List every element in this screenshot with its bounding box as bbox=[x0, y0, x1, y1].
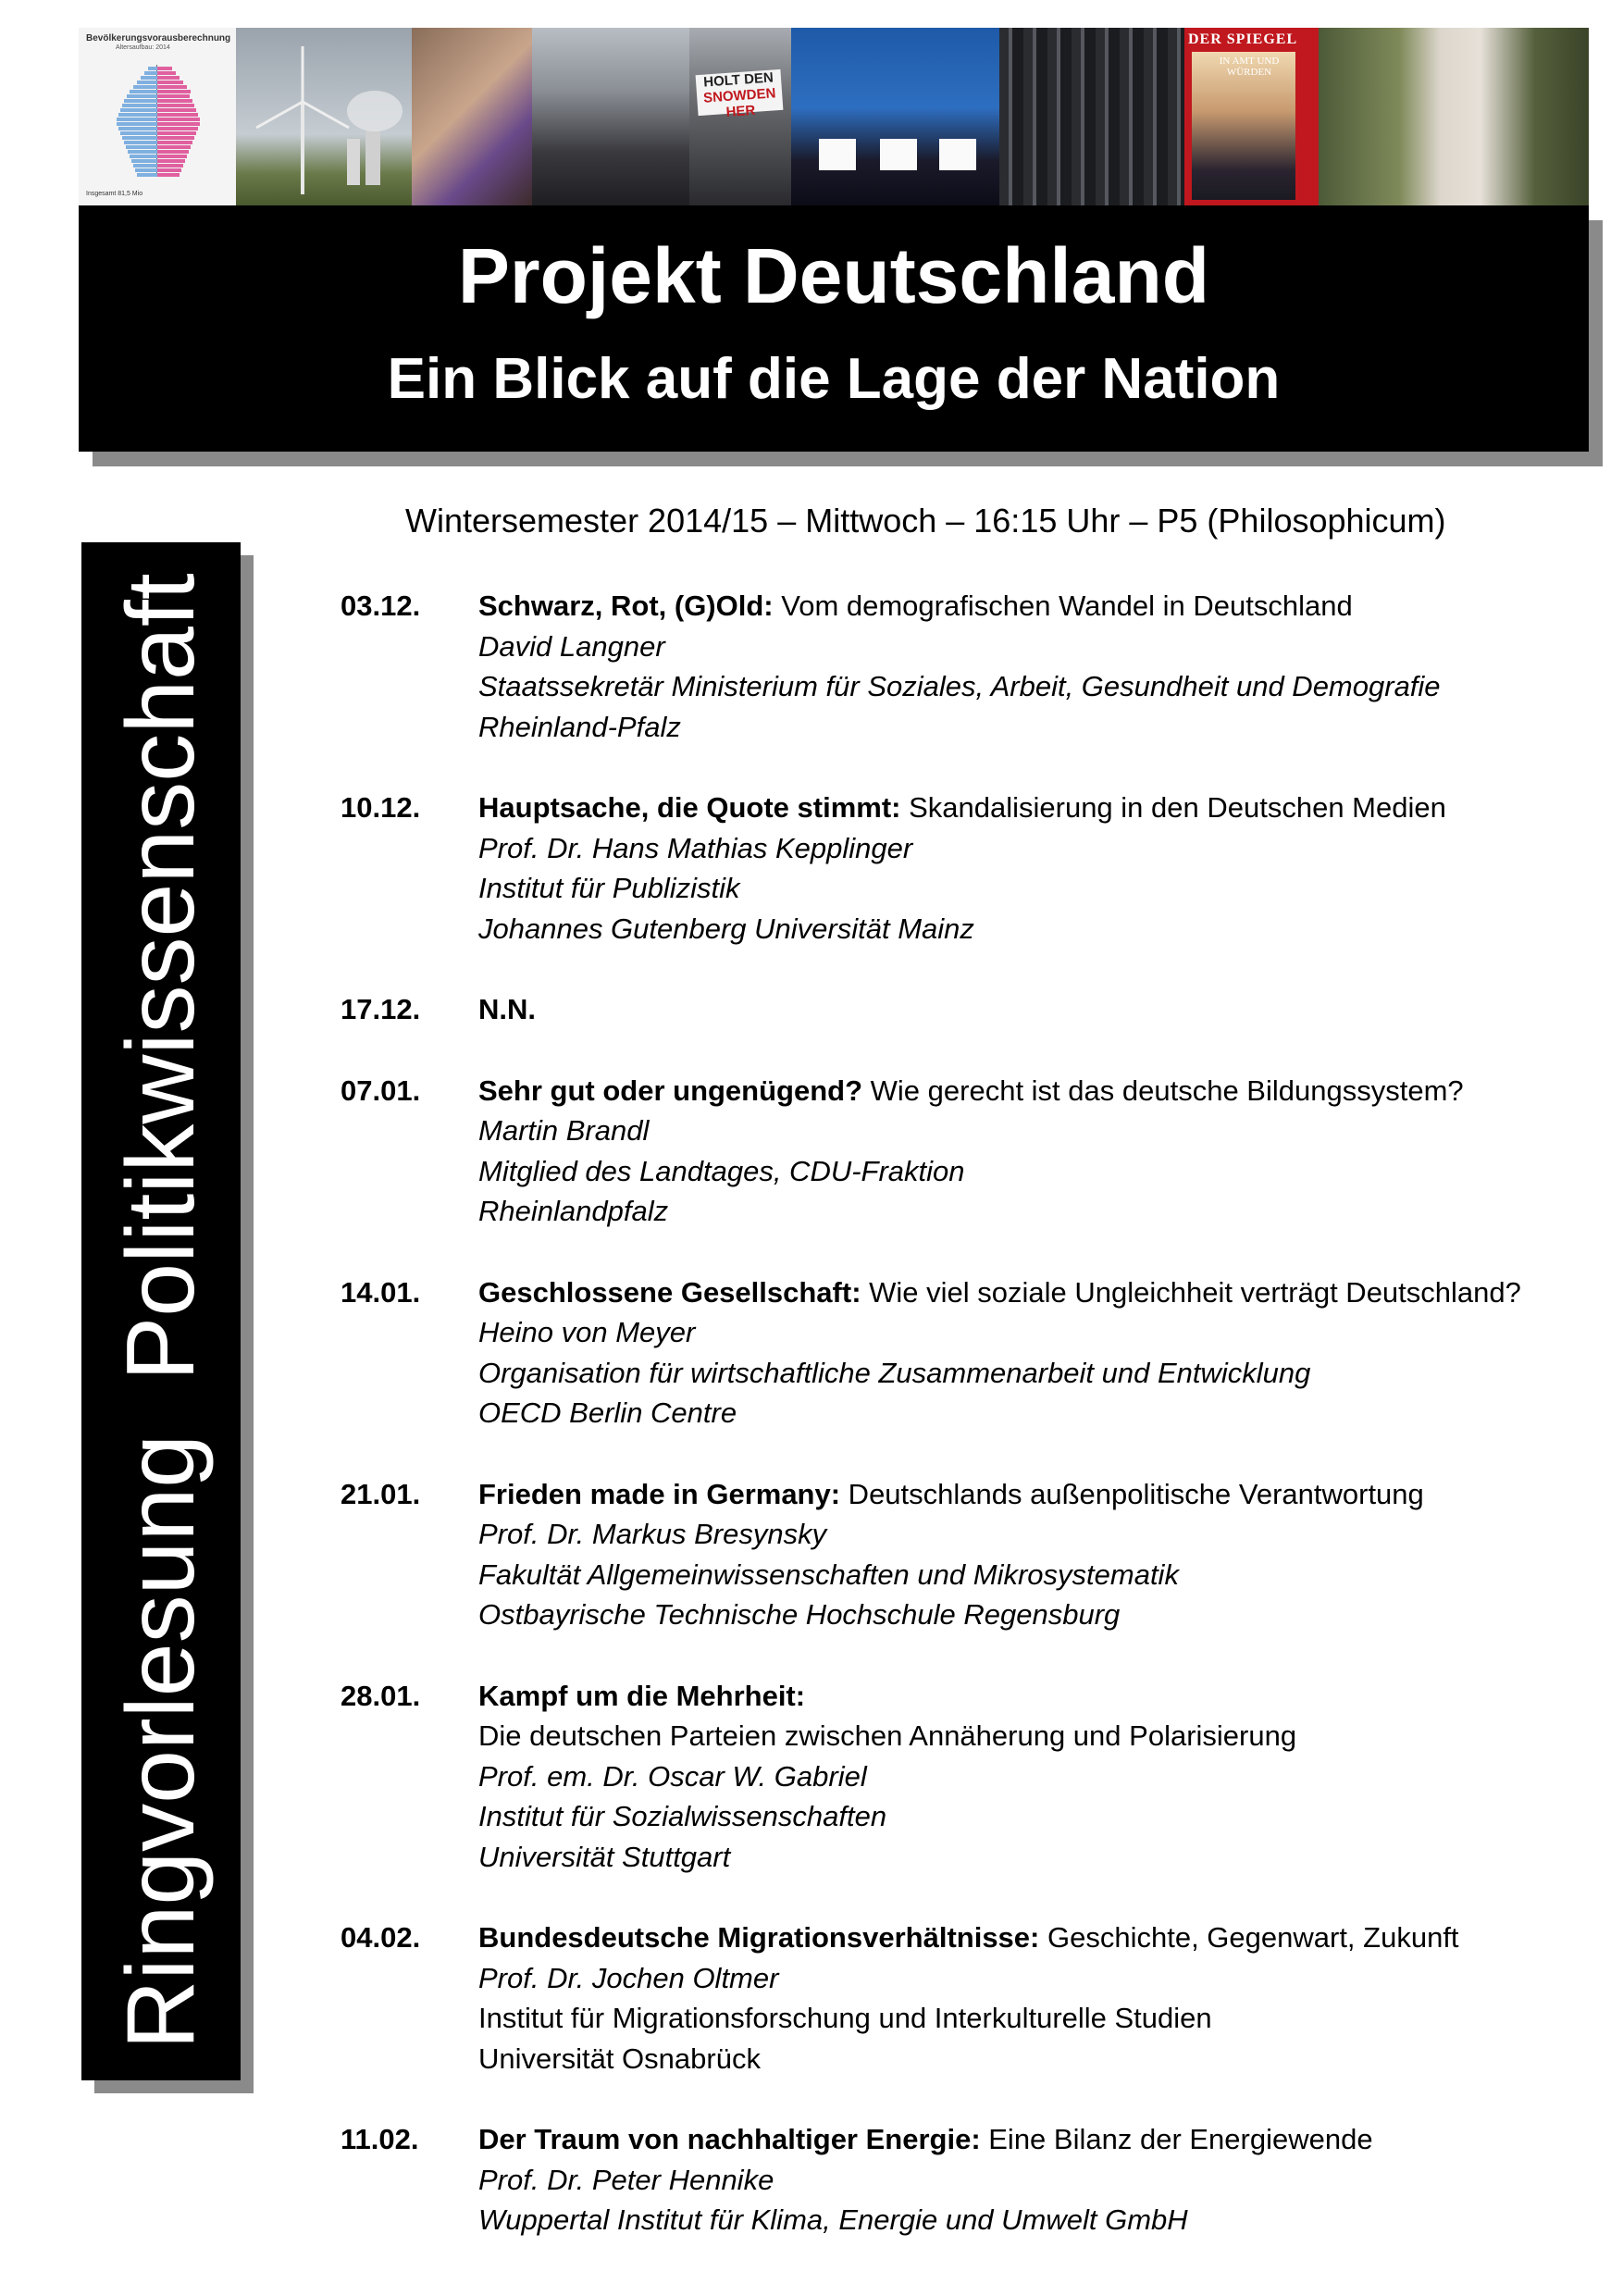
lecture-date: 03.12. bbox=[341, 590, 421, 622]
lecture-title: Geschlossene Gesellschaft: bbox=[478, 1275, 861, 1309]
lecture-date: 07.01. bbox=[341, 1074, 421, 1107]
lecture-entry bbox=[341, 2119, 1580, 2240]
protest-sign-line1: HOLT DEN bbox=[702, 69, 774, 91]
lecture-date: 10.12. bbox=[341, 791, 421, 824]
pyramid-bar-male bbox=[131, 159, 157, 163]
lecture-entry bbox=[341, 1917, 1580, 2079]
pyramid-bar-female bbox=[157, 131, 196, 135]
title-box bbox=[79, 205, 1589, 452]
lecture-topic: Die deutschen Parteien zwischen Annäherung und Polarisierung bbox=[478, 1719, 1297, 1752]
speaker-affiliation: Rheinland-Pfalz bbox=[478, 710, 681, 743]
minister-soldiers-photo bbox=[1319, 28, 1589, 205]
speaker-affiliation: OECD Berlin Centre bbox=[478, 1396, 737, 1429]
lecture-speaker: Prof. Dr. Peter Hennike bbox=[478, 2163, 774, 2196]
lecture-topic: Skandalisierung in den Deutschen Medien bbox=[900, 791, 1446, 824]
pyramid-bar-male bbox=[128, 150, 157, 154]
lecture-speaker: Prof. Dr. Hans Mathias Kepplinger bbox=[478, 831, 913, 864]
pyramid-title: Bevölkerungsvorausberechnung bbox=[86, 33, 231, 43]
pyramid-bar-male bbox=[120, 131, 157, 135]
pyramid-bar-female bbox=[157, 155, 187, 158]
pyramid-bar-male bbox=[122, 104, 157, 107]
pyramid-bar-female bbox=[157, 141, 192, 144]
pyramid-bar-female bbox=[157, 113, 198, 117]
header-photo-strip bbox=[79, 28, 1589, 205]
pyramid-bar-male bbox=[120, 108, 157, 112]
side-banner-text: Ringvorlesung Politikwissenschaft bbox=[107, 573, 215, 2050]
pyramid-bar-female bbox=[157, 67, 172, 70]
lecture-entry bbox=[341, 1071, 1580, 1232]
pyramid-bar-female bbox=[157, 94, 190, 98]
document-icon bbox=[819, 139, 856, 170]
pyramid-bar-male bbox=[144, 71, 157, 75]
pyramid-footer: Insgesamt 81,5 Mio bbox=[86, 191, 143, 197]
pyramid-bar-female bbox=[157, 150, 189, 154]
pyramid-bar-male bbox=[124, 99, 157, 103]
lecture-title: Der Traum von nachhaltiger Energie: bbox=[478, 2123, 981, 2155]
speaker-affiliation: Institut für Migrationsforschung und Interkulturelle Studien bbox=[478, 2002, 1212, 2034]
pyramid-bar-female bbox=[157, 81, 183, 84]
side-banner bbox=[81, 542, 241, 2080]
pyramid-bar-male bbox=[130, 155, 157, 158]
lecture-topic: Eine Bilanz der Energiewende bbox=[980, 2123, 1373, 2155]
lecture-title: Kampf um die Mehrheit: bbox=[478, 1679, 806, 1712]
lecture-speaker: Prof. Dr. Jochen Oltmer bbox=[478, 1961, 779, 1994]
lecture-topic: Wie viel soziale Ungleichheit verträgt Deutschland? bbox=[861, 1275, 1521, 1309]
speaker-affiliation: Organisation für wirtschaftliche Zusammenarbeit und Entwicklung bbox=[478, 1356, 1311, 1389]
protest-crowd-photo bbox=[532, 28, 689, 205]
pyramid-bar-female bbox=[157, 145, 191, 149]
speaker-affiliation: Universität Osnabrück bbox=[478, 2042, 761, 2075]
pyramid-bar-male bbox=[148, 67, 157, 70]
spiegel-masthead: DER SPIEGEL bbox=[1188, 31, 1298, 47]
lecture-title: Schwarz, Rot, (G)Old: bbox=[478, 590, 774, 622]
pyramid-bar-male bbox=[117, 122, 157, 126]
lecture-topic: Vom demografischen Wandel in Deutschland bbox=[773, 590, 1353, 622]
lecture-topic: Deutschlands außenpolitische Verantwortung bbox=[840, 1477, 1424, 1510]
pyramid-bar-male bbox=[126, 145, 157, 149]
lecture-speaker: David Langner bbox=[478, 629, 665, 663]
lecture-speaker: Prof. Dr. Markus Bresynsky bbox=[478, 1518, 827, 1550]
speaker-affiliation: Universität Stuttgart bbox=[478, 1840, 731, 1873]
spiegel-caption: IN AMT UND WÜRDEN bbox=[1219, 56, 1280, 78]
wind-turbine-photo bbox=[236, 28, 412, 205]
pyramid-subtitle: Altersaufbau: 2014 bbox=[116, 44, 170, 51]
protest-sign-line2: SNOWDEN HER bbox=[702, 85, 776, 121]
lecture-date: 17.12. bbox=[341, 993, 421, 1025]
pyramid-bar-female bbox=[157, 122, 200, 126]
semester-line: Wintersemester 2014/15 – Mittwoch – 16:15 Uhr – P5 (Philosophicum) bbox=[405, 502, 1446, 540]
pyramid-bar-female bbox=[157, 159, 185, 163]
lecture-entry bbox=[341, 1272, 1580, 1433]
pyramid-bar-male bbox=[124, 141, 157, 144]
pyramid-bar-female bbox=[157, 99, 192, 103]
pyramid-bar-male bbox=[130, 90, 157, 93]
lecture-title: Hauptsache, die Quote stimmt: bbox=[478, 791, 901, 824]
speaker-affiliation: Institut für Publizistik bbox=[478, 872, 740, 904]
lecture-entry bbox=[341, 586, 1580, 747]
pyramid-bar-male bbox=[137, 173, 157, 177]
lecture-topic: Wie gerecht ist das deutsche Bildungssystem? bbox=[862, 1074, 1464, 1107]
portrait-woman-photo bbox=[412, 28, 532, 205]
pyramid-bar-female bbox=[157, 164, 183, 168]
lecture-title: Frieden made in Germany: bbox=[478, 1477, 841, 1510]
speaker-affiliation: Ostbayrische Technische Hochschule Regensburg bbox=[478, 1598, 1121, 1631]
pyramid-bar-female bbox=[157, 90, 191, 93]
pyramid-bar-female bbox=[157, 71, 176, 75]
pyramid-bar-male bbox=[133, 164, 157, 168]
pyramid-bar-female bbox=[157, 136, 194, 140]
pyramid-bar-male bbox=[127, 94, 157, 98]
speaker-affiliation: Johannes Gutenberg Universität Mainz bbox=[478, 912, 974, 945]
speaker-affiliation: Staatssekretär Ministerium für Soziales, Arbeit, Gesundheit und Demografie bbox=[478, 670, 1441, 702]
page-title: Projekt Deutschland bbox=[457, 232, 1210, 319]
lecture-title: Bundesdeutsche Migrationsverhältnisse: bbox=[478, 1921, 1040, 1954]
lecture-entry bbox=[341, 1676, 1580, 1878]
lecture-entry bbox=[341, 1474, 1580, 1635]
speaker-affiliation: Wuppertal Institut für Klima, Energie und Umwelt GmbH bbox=[478, 2203, 1188, 2236]
lecture-date: 21.01. bbox=[341, 1477, 421, 1510]
pyramid-bar-female bbox=[157, 76, 180, 80]
pyramid-bar-female bbox=[157, 104, 194, 107]
speaker-affiliation: Mitglied des Landtages, CDU-Fraktion bbox=[478, 1154, 965, 1187]
lecture-speaker: Martin Brandl bbox=[478, 1114, 650, 1147]
wind-turbine-icon bbox=[236, 28, 412, 205]
pyramid-bar-male bbox=[118, 127, 157, 130]
population-pyramid-photo bbox=[79, 28, 236, 205]
spiegel-cover-photo bbox=[1184, 28, 1319, 205]
document-icon bbox=[939, 139, 976, 170]
protest-sign-photo bbox=[689, 28, 791, 205]
speaker-affiliation: Fakultät Allgemeinwissenschaften und Mikrosystematik bbox=[478, 1558, 1179, 1591]
pyramid-bar-male bbox=[122, 136, 157, 140]
lecture-date: 28.01. bbox=[341, 1679, 421, 1712]
pyramid-bar-female bbox=[157, 168, 181, 172]
pyramid-bar-female bbox=[157, 108, 196, 112]
pyramid-bar-male bbox=[117, 118, 157, 121]
pyramid-bar-male bbox=[141, 76, 157, 80]
pyramid-bar-male bbox=[133, 85, 157, 89]
pyramid-bar-male bbox=[135, 168, 157, 172]
lecture-speaker: Prof. em. Dr. Oscar W. Gabriel bbox=[478, 1759, 867, 1793]
lecture-program bbox=[341, 586, 1580, 2281]
lecture-speaker: Heino von Meyer bbox=[478, 1316, 696, 1348]
pyramid-bar-male bbox=[118, 113, 157, 117]
pyramid-bar-female bbox=[157, 173, 180, 177]
document-icon bbox=[880, 139, 917, 170]
pyramid-bar-female bbox=[157, 85, 187, 89]
lecture-entry bbox=[341, 788, 1580, 949]
coalition-signing-photo bbox=[791, 28, 999, 205]
server-room-photo bbox=[999, 28, 1184, 205]
lecture-title: Sehr gut oder ungenügend? bbox=[478, 1074, 863, 1107]
lecture-topic: Geschichte, Gegenwart, Zukunft bbox=[1039, 1921, 1459, 1954]
lecture-date: 04.02. bbox=[341, 1921, 421, 1954]
pyramid-bar-female bbox=[157, 127, 198, 130]
speaker-affiliation: Rheinlandpfalz bbox=[478, 1195, 669, 1227]
lecture-title: N.N. bbox=[478, 993, 536, 1025]
pyramid-bar-female bbox=[157, 118, 200, 121]
lecture-date: 11.02. bbox=[341, 2123, 419, 2155]
page-subtitle: Ein Blick auf die Lage der Nation bbox=[387, 347, 1281, 411]
protest-sign bbox=[696, 69, 784, 121]
lecture-entry bbox=[341, 989, 1580, 1030]
pyramid-bar-male bbox=[137, 81, 157, 84]
speaker-affiliation: Institut für Sozialwissenschaften bbox=[478, 1800, 887, 1832]
lecture-date: 14.01. bbox=[341, 1275, 421, 1309]
